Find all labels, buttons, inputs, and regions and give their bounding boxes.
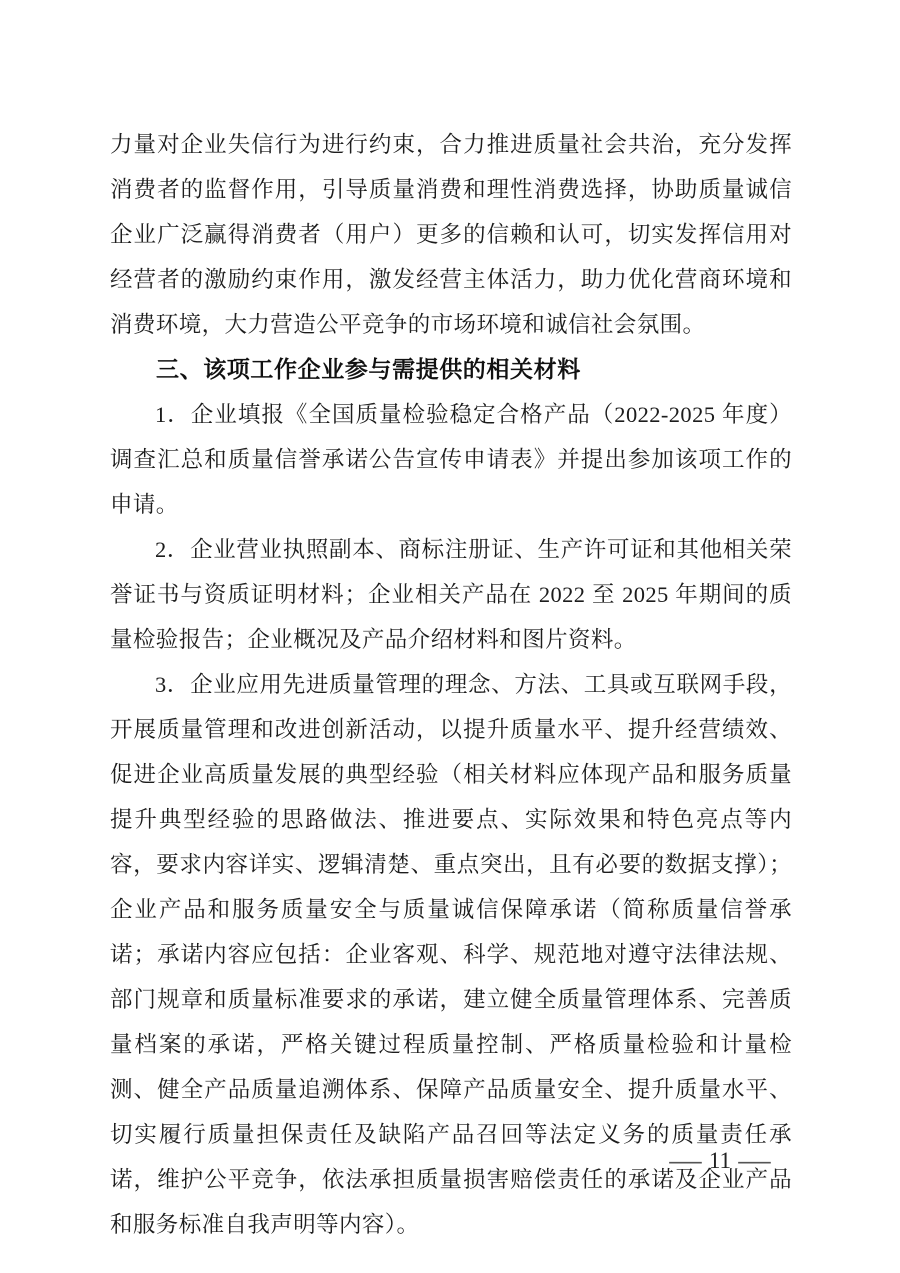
continuation-paragraph: 力量对企业失信行为进行约束，合力推进质量社会共治，充分发挥消费者的监督作用，引导质量消费和理性消费选择，协助质量诚信企业广泛赢得消费者（用户）更多的信赖和认可，切实发挥信用对经营者的激励约束作用，激发经营主体活力，助力优化营商环境和消费环境，大力营造公平竞争的市场环境和诚信社会氛围。	[110, 132, 792, 337]
footer-left-dash: —	[669, 1148, 702, 1173]
list-item-2: 2．企业营业执照副本、商标注册证、生产许可证和其他相关荣誉证书与资质证明材料；企业相关产品在 2022 至 2025 年期间的质量检验报告；企业概况及产品介绍材料和图片资料。	[110, 537, 792, 652]
footer-right-dash: —	[738, 1148, 771, 1173]
list-item-3: 3．企业应用先进质量管理的理念、方法、工具或互联网手段，开展质量管理和改进创新活动，以提升质量水平、提升经营绩效、促进企业高质量发展的典型经验（相关材料应体现产品和服务质量提升典型经验的思路做法、推进要点、实际效果和特色亮点等内容，要求内容详实、逻辑清楚、重点突出，且有必要的数据支撑）；企业产品和服务质量安全与质量诚信保障承诺（简称质量信誉承诺；承诺内容应包括：企业客观、科学、规范地对遵守法律法规、部门规章和质量标准要求的承诺，建立健全质量管理体系、完善质量档案的承诺，严格关键过程质量控制、严格质量检验和计量检测、健全产品质量追溯体系、保障产品质量安全、提升质量水平、切实履行质量担保责任及缺陷产品召回等法定义务的质量责任承诺，维护公平竞争，依法承担质量损害赔偿责任的承诺及企业产品和服务标准自我声明等内容）。	[110, 672, 792, 1237]
page-number: 11	[708, 1148, 731, 1173]
page-footer	[669, 1146, 771, 1176]
section-heading: 三、该项工作企业参与需提供的相关材料	[156, 356, 581, 382]
document-content	[110, 122, 792, 1247]
list-item-1: 1．企业填报《全国质量检验稳定合格产品（2022-2025 年度）调查汇总和质量信誉承诺公告宣传申请表》并提出参加该项工作的申请。	[110, 402, 792, 517]
